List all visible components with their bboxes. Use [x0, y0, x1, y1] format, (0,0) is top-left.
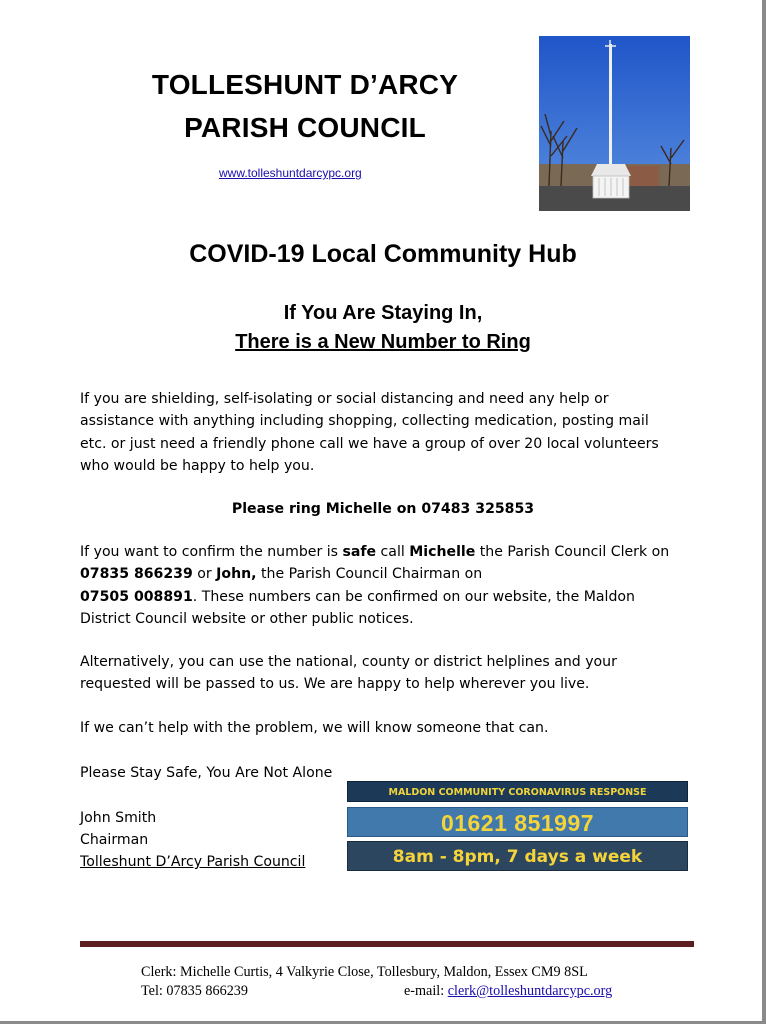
footer-email-label: e-mail:: [404, 983, 448, 999]
village-sign-photo: [539, 36, 690, 211]
banner-heading: MALDON COMMUNITY CORONAVIRUS RESPONSE: [347, 781, 688, 802]
footer-tel: Tel: 07835 866239: [141, 983, 248, 999]
confirm-line: 07835 866239 or John, the Parish Council Chairman on: [80, 566, 483, 583]
banner-phone: 01621 851997: [347, 807, 688, 837]
intro-line: If you are shielding, self-isolating or social distancing and need any help or: [80, 391, 609, 407]
page-edge-right: [762, 0, 766, 1024]
intro-paragraph: [80, 388, 700, 478]
council-title-line1: TOLLESHUNT D’ARCY: [151, 69, 459, 100]
alternatively-line: Alternatively, you can use the national, county or district helplines and your: [80, 654, 617, 670]
safe-emphasis: safe: [342, 544, 377, 560]
footer-email: [404, 982, 612, 1000]
footer-clerk-address: Clerk: Michelle Curtis, 4 Valkyrie Close, Tollesbury, Maldon, Essex CM9 8SL: [141, 964, 588, 980]
subheadline-line2: There is a New Number to Ring: [235, 331, 531, 353]
footer-divider: [80, 941, 694, 947]
banner-hours: 8am - 8pm, 7 days a week: [347, 841, 688, 871]
stay-safe-line: Please Stay Safe, You Are Not Alone: [80, 765, 333, 781]
hub-headline: COVID-19 Local Community Hub: [189, 240, 577, 268]
michelle-emphasis: Michelle: [409, 544, 476, 560]
chairman-number: 07505 008891: [80, 588, 193, 605]
council-title-line2: PARISH COUNCIL: [184, 112, 426, 143]
clerk-number: 07835 866239: [80, 566, 193, 583]
call-to-action: Please ring Michelle on 07483 325853: [231, 501, 535, 517]
village-sign-photo-image: [539, 36, 690, 211]
confirm-line: District Council website or other public notices.: [80, 611, 414, 628]
website-link[interactable]: www.tolleshuntdarcypc.org: [219, 166, 362, 180]
john-emphasis: John,: [216, 566, 257, 583]
confirm-line: If you want to confirm the number is safe call Michelle the Parish Council Clerk on: [80, 544, 670, 560]
alternatively-paragraph: [80, 651, 700, 696]
email-link[interactable]: clerk@tolleshuntdarcypc.org: [447, 983, 613, 999]
confirm-paragraph: [80, 541, 700, 631]
cant-help-line: If we can’t help with the problem, we will know someone that can.: [80, 720, 549, 736]
intro-line: assistance with anything including shopping, collecting medication, posting mail: [80, 413, 649, 430]
signatory-organisation: Tolleshunt D’Arcy Parish Council: [80, 854, 306, 870]
subheadline-line2-wrapper: [0, 331, 766, 354]
signatory-name: John Smith: [80, 810, 157, 826]
alternatively-line: requested will be passed to us. We are happy to help wherever you live.: [80, 676, 590, 693]
confirm-line: 07505 008891. These numbers can be confirmed on our website, the Maldon: [80, 588, 635, 605]
signatory-title: Chairman: [80, 832, 149, 848]
intro-line: etc. or just need a friendly phone call we have a group of over 20 local volunteers: [80, 435, 659, 452]
intro-line: who would be happy to help you.: [80, 458, 315, 475]
subheadline-line1: If You Are Staying In,: [283, 302, 483, 324]
